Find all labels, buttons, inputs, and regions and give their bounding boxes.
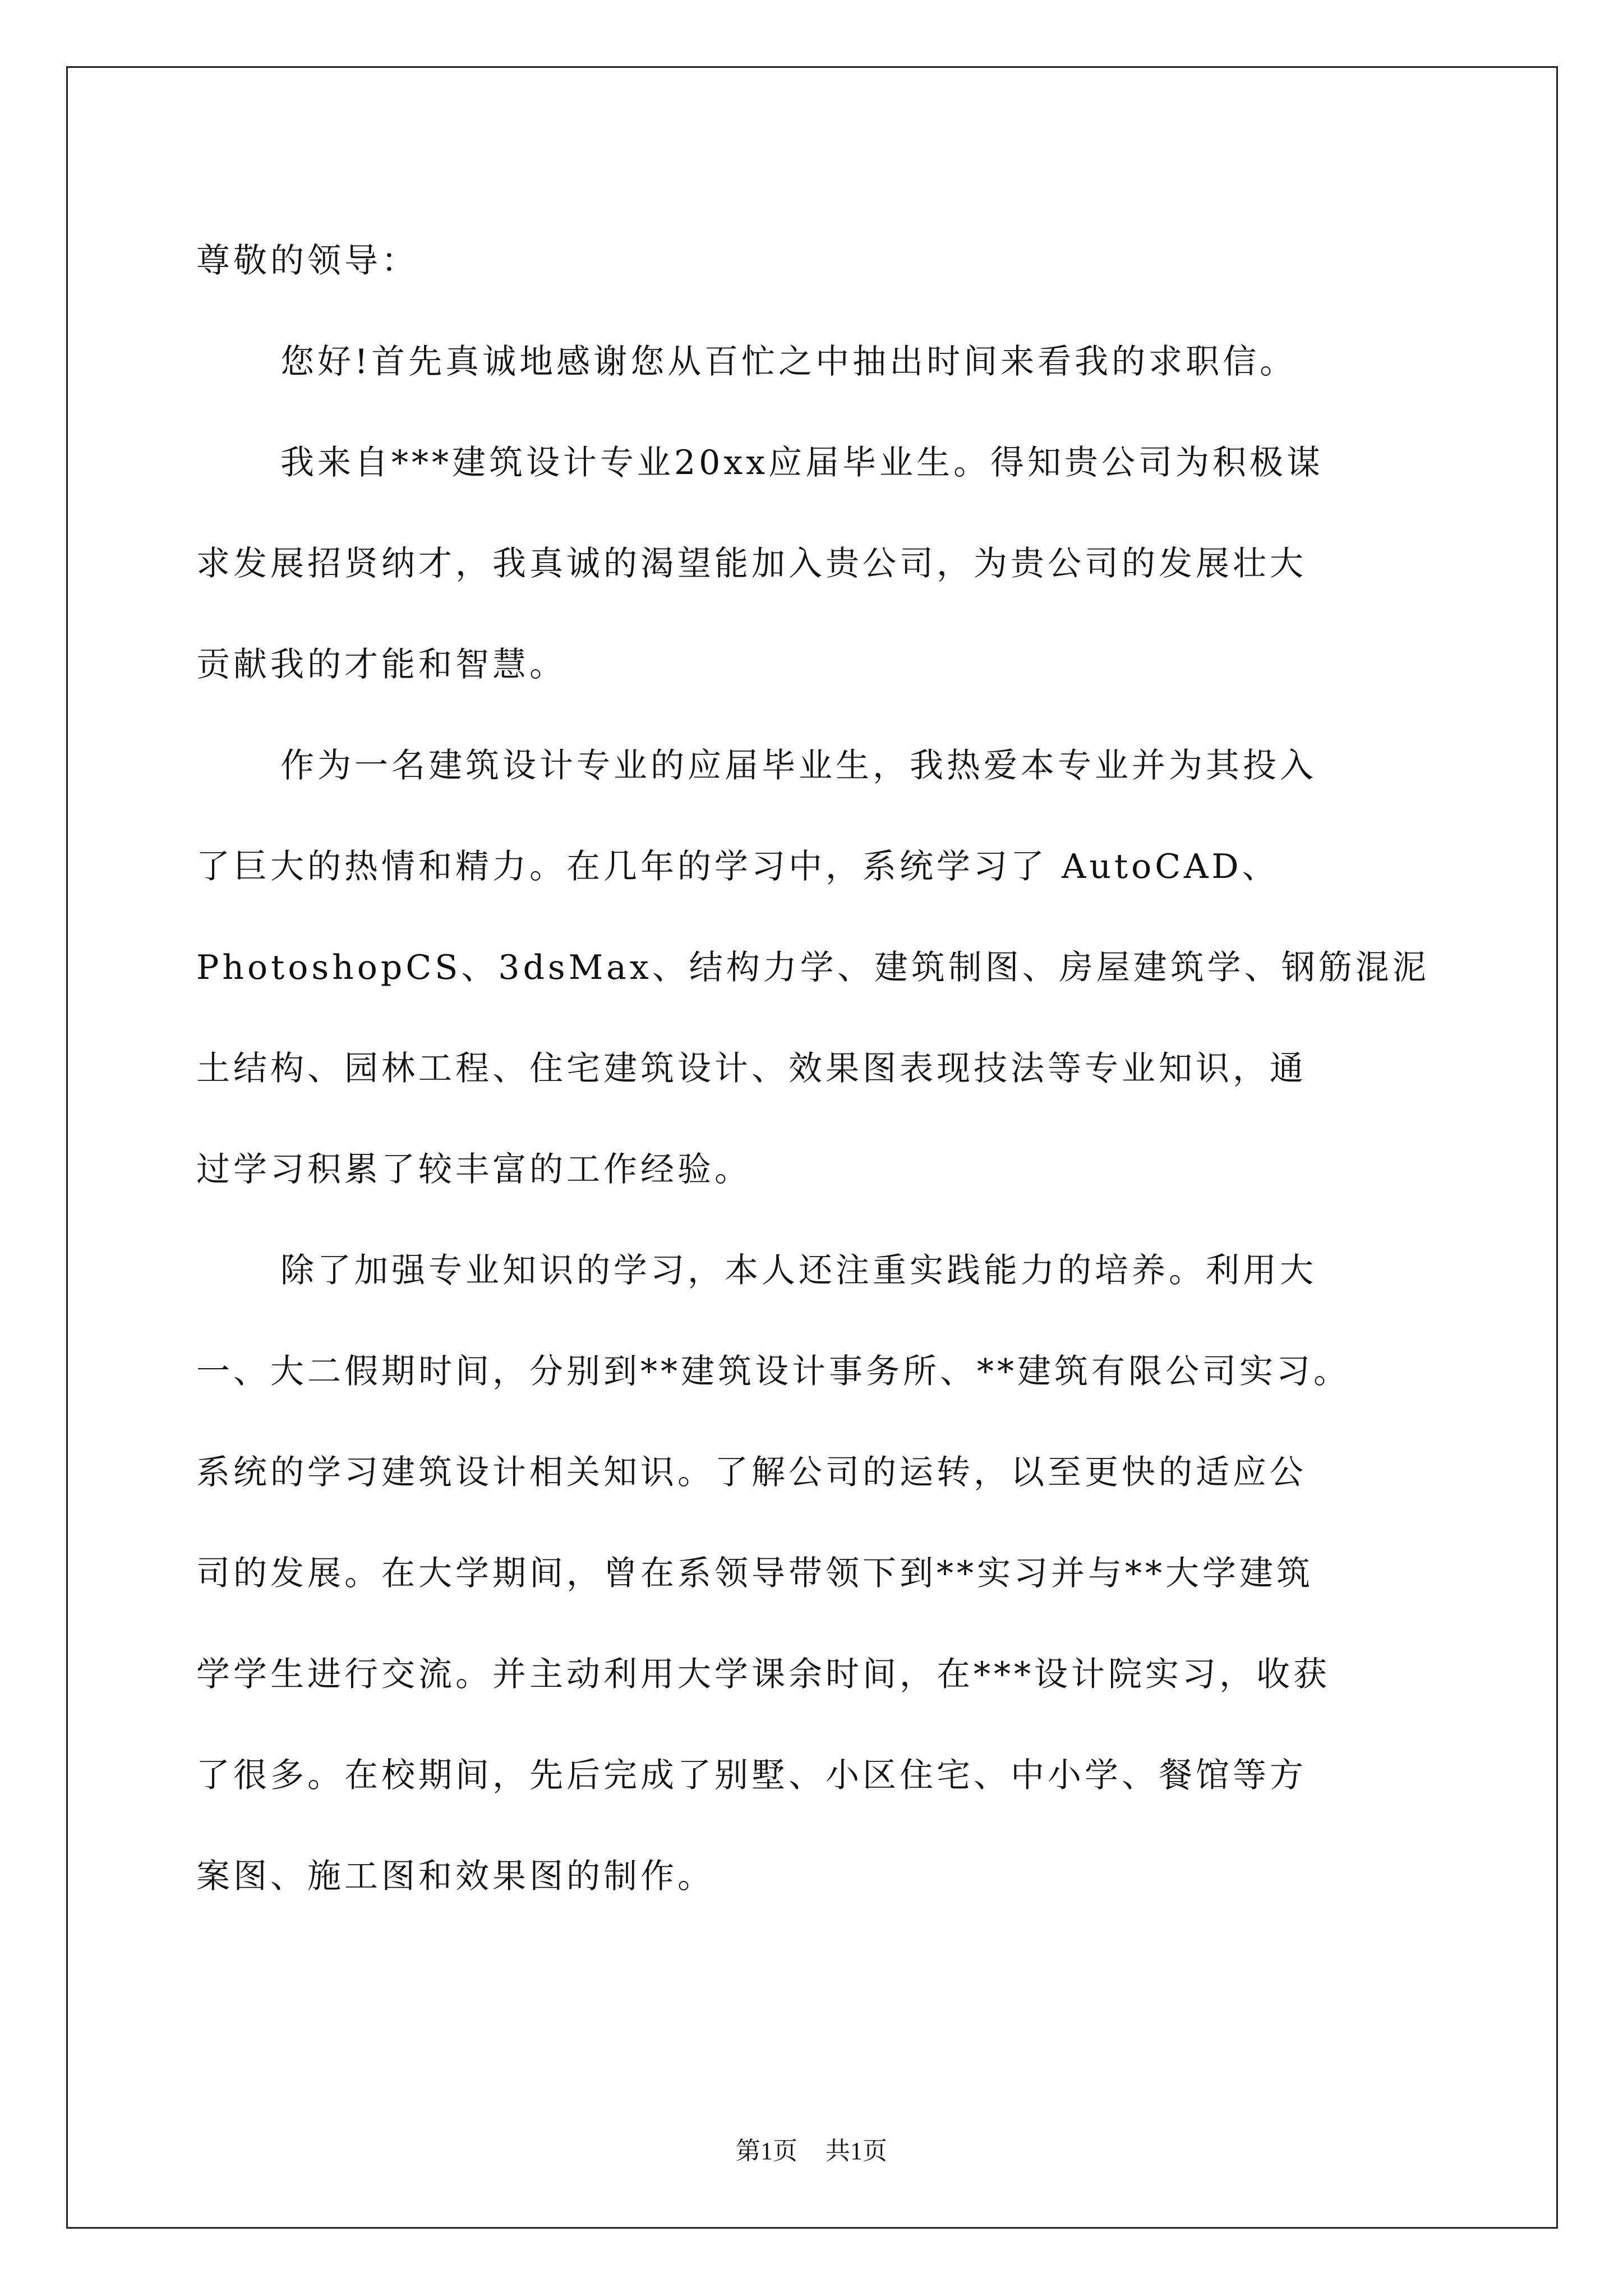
paragraph-line: 系统的学习建筑设计相关知识。了解公司的运转，以至更快的适应公	[196, 1453, 1307, 1492]
paragraph-line: 除了加强专业知识的学习，本人还注重实践能力的培养。利用大	[280, 1251, 1317, 1290]
page-footer	[0, 2134, 1623, 2168]
paragraph-line: 我来自***建筑设计专业20xx应届毕业生。得知贵公司为积极谋	[280, 443, 1324, 482]
salutation: 尊敬的领导：	[196, 241, 418, 280]
paragraph-line: 作为一名建筑设计专业的应届毕业生，我热爱本专业并为其投入	[280, 746, 1317, 785]
paragraph-line: 了很多。在校期间，先后完成了别墅、小区住宅、中小学、餐馆等方	[196, 1756, 1307, 1795]
paragraph-line: 土结构、园林工程、住宅建筑设计、效果图表现技法等专业知识，通	[196, 1049, 1307, 1088]
page-number: 第1页	[736, 2137, 797, 2165]
paragraph-line: 了巨大的热情和精力。在几年的学习中，系统学习了 AutoCAD、	[196, 847, 1279, 886]
page-total: 共1页	[826, 2137, 887, 2165]
paragraph-line: PhotoshopCS、3dsMax、结构力学、建筑制图、房屋建筑学、钢筋混泥	[196, 948, 1430, 987]
paragraph-line: 司的发展。在大学期间，曾在系领导带领下到**实习并与**大学建筑	[196, 1554, 1313, 1593]
paragraph-line: 一、大二假期时间，分别到**建筑设计事务所、**建筑有限公司实习。	[196, 1352, 1350, 1391]
paragraph-line: 案图、施工图和效果图的制作。	[196, 1857, 714, 1896]
paragraph-line: 您好!首先真诚地感谢您从百忙之中抽出时间来看我的求职信。	[280, 342, 1297, 381]
letter-body	[196, 210, 1430, 1927]
paragraph-line: 求发展招贤纳才，我真诚的渴望能加入贵公司，为贵公司的发展壮大	[196, 544, 1307, 583]
paragraph-line: 学学生进行交流。并主动利用大学课余时间，在***设计院实习，收获	[196, 1655, 1330, 1694]
paragraph-line: 过学习积累了较丰富的工作经验。	[196, 1150, 751, 1189]
paragraph-line: 贡献我的才能和智慧。	[196, 645, 566, 684]
